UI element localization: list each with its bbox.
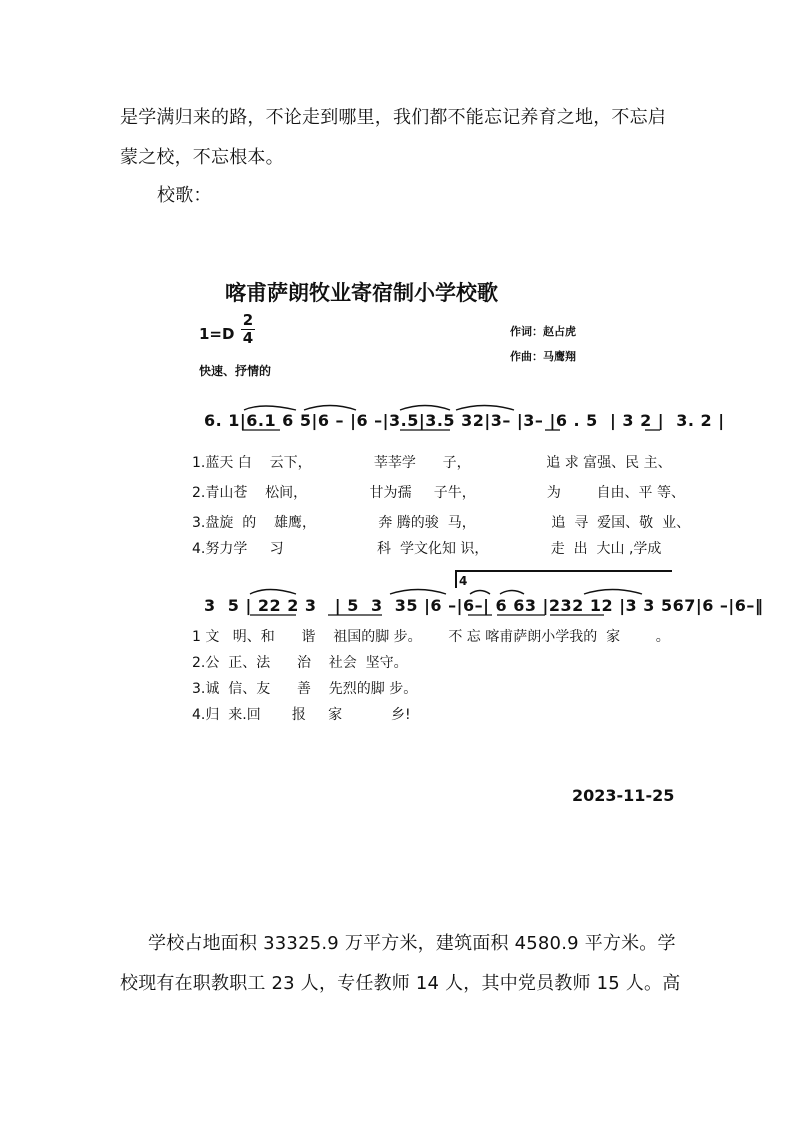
anthem-label: 校歌： — [157, 185, 212, 206]
lyric-row2-line3: 3.诚 信、友 善 先烈的脚 步。 — [192, 681, 418, 697]
lyric-row1-line3: 3.盘旋 的 雄鹰， 奔 腾的骏 马， 追 寻 爱国、敬 业、 — [192, 515, 691, 531]
slur — [250, 590, 296, 595]
intro-line-2: 蒙之校，不忘根本。 — [120, 147, 284, 168]
lyric-row2-line2: 2.公 正、法 治 社会 坚守。 — [192, 655, 408, 671]
slur — [456, 406, 514, 411]
slur — [500, 591, 524, 595]
song-title: 喀甫萨朗牧业寄宿制小学校歌 — [225, 281, 498, 305]
lyric-row1-line2: 2.青山苍 松间， 甘为孺 子牛， 为 自由、平 等、 — [192, 485, 685, 501]
lyric-row2-line4: 4.归 来.回 报 家 乡! — [192, 707, 411, 723]
lyric-row2-line1: 1 文 明、和 谐 祖国的脚 步。 不 忘 喀甫萨朗小学我的 家 。 — [192, 629, 670, 645]
time-top: 2 — [242, 311, 254, 329]
intro-line-1: 是学满归来的路，不论走到哪里，我们都不能忘记养育之地，不忘启 — [120, 107, 666, 128]
notation-row-2: 3 5 | 22 2 3 | 5 3 35 |6 –|6–| 6 63 |232 12 |3 3 567|6 –|6–‖ — [204, 596, 764, 615]
volta-number: 4 — [459, 574, 468, 588]
slur — [244, 406, 296, 410]
lyricist: 作词：赵占虎 — [510, 325, 576, 338]
slur — [390, 590, 446, 595]
lyric-row1-line1: 1.蓝天 白 云下， 莘莘学 子， 追 求 富强、民 主、 — [192, 455, 672, 471]
lyric-row1-line4: 4.努力学 习 科 学文化知 识， 走 出 大山 ,学成 — [192, 541, 662, 557]
song-date: 2023-11-25 — [572, 786, 675, 805]
time-signature — [241, 312, 255, 347]
slur — [470, 591, 490, 595]
notation-row-1: 6. 1|6.1 6 5|6 – |6 –|3.5|3.5 32|3– |3– |6 . 5 | 3 2 | 3. 2 | — [204, 411, 725, 430]
composer: 作曲：马鹰翔 — [510, 350, 576, 363]
key-signature: 1=D — [199, 325, 235, 343]
outro-line-1: 学校占地面积 33325.9 万平方米，建筑面积 4580.9 平方米。学 — [148, 933, 676, 954]
tempo-marking: 快速、抒情的 — [199, 364, 272, 378]
slur — [584, 590, 642, 595]
volta-bracket — [456, 571, 672, 588]
slur — [304, 406, 356, 411]
outro-line-2: 校现有在职教职工 23 人，专任教师 14 人，其中党员教师 15 人。高 — [120, 973, 681, 994]
slur — [400, 406, 450, 411]
time-bottom: 4 — [242, 329, 254, 347]
